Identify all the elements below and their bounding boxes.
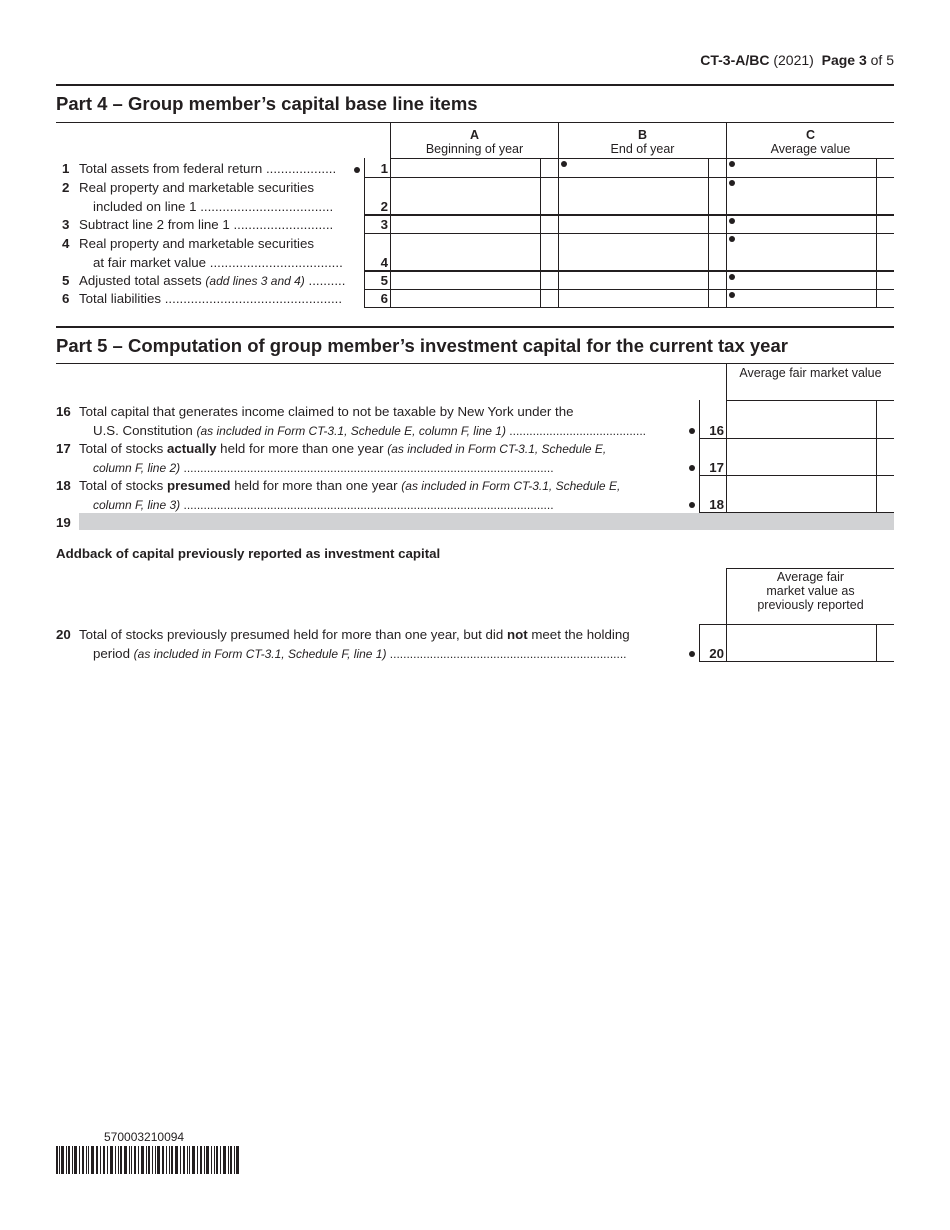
- line-16-number: 16: [56, 404, 71, 419]
- line-18-label: Total of stocks presumed held for more than one year (as included in Form CT-3.1, Schedule E,: [79, 478, 621, 493]
- line-2-number: 2: [62, 180, 70, 195]
- line-5-col-b-input[interactable]: [559, 272, 708, 289]
- line-1-col-b-input[interactable]: [559, 159, 708, 177]
- required-bullet: [689, 465, 695, 471]
- line-20-input[interactable]: [727, 625, 876, 661]
- line-5-number: 5: [62, 273, 70, 288]
- barcode-image: [56, 1146, 240, 1174]
- line-18-box-number: 18: [709, 497, 724, 512]
- line-1-col-c-input[interactable]: [727, 159, 876, 177]
- line-19-shaded-row: [79, 513, 894, 530]
- line-6-col-c-input[interactable]: [727, 290, 876, 307]
- line-2-label-cont: included on line 1 ....................................: [93, 199, 334, 214]
- required-bullet: [354, 167, 360, 173]
- line-6-label: Total liabilities ................................................: [79, 291, 343, 306]
- column-b-header: [559, 128, 726, 156]
- line-3-box-number: 3: [380, 217, 388, 232]
- line-4-box-number: 4: [380, 255, 388, 270]
- barcode-number: 570003210094: [104, 1130, 185, 1144]
- line-6-box-number: 6: [380, 291, 388, 306]
- line-4-col-a-input[interactable]: [391, 234, 540, 270]
- column-c-header: [727, 128, 894, 156]
- line-3-number: 3: [62, 217, 70, 232]
- column-a-letter: A: [469, 128, 480, 142]
- line-2-label: Real property and marketable securities: [79, 180, 315, 195]
- line-3-col-c-input[interactable]: [727, 216, 876, 233]
- part5-column-header: Average fair market value: [739, 366, 882, 380]
- column-b-letter: B: [637, 128, 648, 142]
- line-19-number: 19: [56, 515, 71, 530]
- line-20-label-cont: period (as included in Form CT-3.1, Schedule F, line 1) .......................................................................: [93, 646, 627, 661]
- column-c-label: Average value: [770, 142, 851, 156]
- line-20-number: 20: [56, 627, 71, 642]
- line-4-number: 4: [62, 236, 70, 251]
- line-6-col-b-input[interactable]: [559, 290, 708, 307]
- addback-column-header: Average fair market value as previously reported: [757, 570, 864, 612]
- page-label: Page 3: [821, 52, 867, 68]
- form-year: (2021): [773, 52, 814, 68]
- line-3-col-b-input[interactable]: [559, 216, 708, 233]
- line-4-label: Real property and marketable securities: [79, 236, 315, 251]
- page-header: [700, 52, 894, 68]
- line-3-label: Subtract line 2 from line 1 ...........................: [79, 217, 334, 232]
- line-6-number: 6: [62, 291, 70, 306]
- line-4-col-b-input[interactable]: [559, 234, 708, 270]
- column-c-letter: C: [805, 128, 816, 142]
- line-2-col-a-input[interactable]: [391, 178, 540, 214]
- form-id: CT-3-A/BC: [700, 52, 770, 68]
- line-3-col-a-input[interactable]: [391, 216, 540, 233]
- part4-title: Part 4 – Group member’s capital base line items: [56, 93, 478, 114]
- required-bullet: [689, 428, 695, 434]
- line-1-box-number: 1: [380, 161, 388, 176]
- line-2-col-b-input[interactable]: [559, 178, 708, 214]
- line-5-box-number: 5: [380, 273, 388, 288]
- line-6-col-a-input[interactable]: [391, 290, 540, 307]
- line-4-label-cont: at fair market value ....................................: [93, 255, 343, 270]
- column-b-label: End of year: [610, 142, 675, 156]
- section-rule: [56, 326, 894, 328]
- line-2-box-number: 2: [380, 199, 388, 214]
- line-16-input[interactable]: [727, 401, 876, 438]
- addback-heading: Addback of capital previously reported as investment capital: [56, 546, 441, 561]
- section-rule: [56, 84, 894, 86]
- part5-title: Part 5 – Computation of group member’s investment capital for the current tax year: [56, 335, 788, 356]
- line-1-label: Total assets from federal return ...................: [79, 161, 337, 176]
- line-1-number: 1: [62, 161, 70, 176]
- line-20-label: Total of stocks previously presumed held for more than one year, but did not meet the holding: [79, 627, 630, 642]
- line-17-box-number: 17: [709, 460, 724, 475]
- line-1-col-a-input[interactable]: [391, 159, 540, 177]
- column-a-header: [391, 128, 558, 156]
- page-of: of 5: [870, 52, 894, 68]
- line-17-label: Total of stocks actually held for more than one year (as included in Form CT-3.1, Schedule E,: [79, 441, 607, 456]
- line-5-col-a-input[interactable]: [391, 272, 540, 289]
- required-bullet: [689, 502, 695, 508]
- line-5-col-c-input[interactable]: [727, 272, 876, 289]
- column-a-label: Beginning of year: [425, 142, 524, 156]
- line-20-box-number: 20: [709, 646, 724, 661]
- line-16-box-number: 16: [709, 423, 724, 438]
- line-4-col-c-input[interactable]: [727, 234, 876, 270]
- line-2-col-c-input[interactable]: [727, 178, 876, 214]
- line-18-label-cont: column F, line 3) ...............................................................................................................: [93, 498, 554, 512]
- line-16-label: Total capital that generates income claimed to not be taxable by New York under the: [79, 404, 574, 419]
- line-18-input[interactable]: [727, 476, 876, 512]
- required-bullet: [689, 651, 695, 657]
- line-17-number: 17: [56, 441, 71, 456]
- line-17-input[interactable]: [727, 439, 876, 475]
- line-16-label-cont: U.S. Constitution (as included in Form CT-3.1, Schedule E, column F, line 1) .........................................: [93, 423, 646, 438]
- line-18-number: 18: [56, 478, 71, 493]
- line-17-label-cont: column F, line 2) ...............................................................................................................: [93, 461, 554, 475]
- line-5-label: Adjusted total assets (add lines 3 and 4) ..........: [79, 273, 346, 288]
